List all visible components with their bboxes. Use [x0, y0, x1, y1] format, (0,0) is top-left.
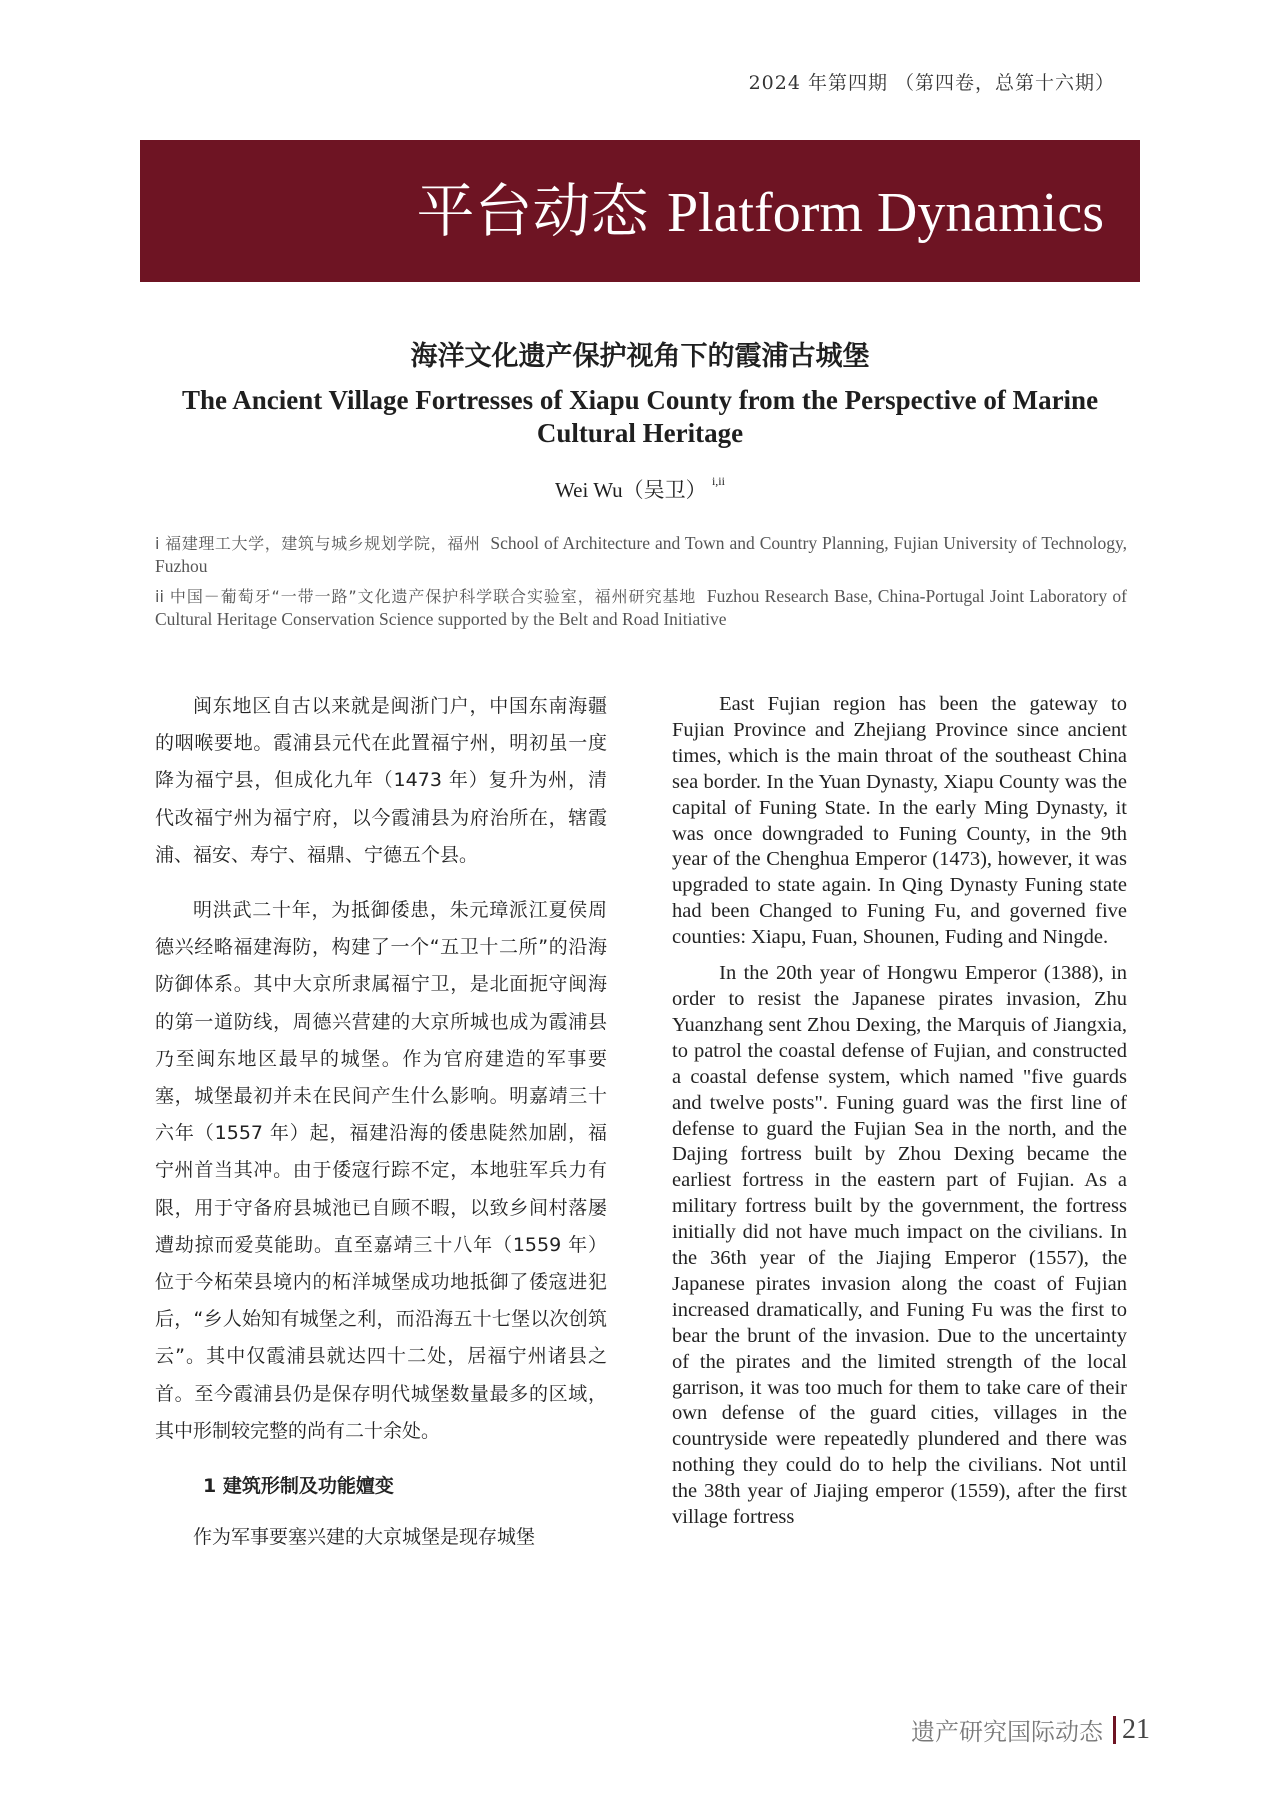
cn-paragraph-3: 作为军事要塞兴建的大京城堡是现存城堡 [193, 1526, 536, 1549]
affiliation-1 [155, 532, 1127, 577]
footer-section-name: 遗产研究国际动态 [911, 1718, 1103, 1746]
affiliation-1-en: School of Architecture and Town and Country Planning, Fujian University of Technology, Fuzhou [155, 533, 1127, 576]
affiliation-1-cn: i 福建理工大学，建筑与城乡规划学院，福州 [155, 534, 481, 553]
article-title-cn: 海洋文化遗产保护视角下的霞浦古城堡 [410, 341, 870, 372]
en-paragraph-1: East Fujian region has been the gateway to Fujian Province and Zhejiang Province since ancient times, which is the main throat of the southeast China sea border. In the Yuan Dynasty, Xiapu County was the capital of Funing State. In the early Ming Dynasty, it was once downgraded to Funing County, in the 9th year of the Chenghua Emperor (1473), however, it was upgraded to state again. In Qing Dynasty Funing state had been Changed to Funing Fu, and governed five counties: Xiapu, Fuan, Shounen, Fuding and Ningde. [672, 693, 1127, 949]
issue-header: 2024 年第四期 （第四卷，总第十六期） [748, 72, 1115, 94]
section-title [416, 176, 1105, 245]
author-name: Wei Wu（吴卫） [555, 478, 707, 502]
cn-paragraph-2: 明洪武二十年，为抵御倭患，朱元璋派江夏侯周德兴经略福建海防，构建了一个“五卫十二所”的沿海防御体系。其中大京所隶属福宁卫，是北面扼守闽海的第一道防线，周德兴营建的大京所城也成为霞浦县乃至闽东地区最早的城堡。作为官府建造的军事要塞，城堡最初并未在民间产生什么影响。明嘉靖三十六年（1557 年）起，福建沿海的倭患陡然加剧，福宁州首当其冲。由于倭寇行踪不定，本地驻军兵力有限，用于守备府县城池已自顾不暇，以致乡间村落屡遭劫掠而爱莫能助。直至嘉靖三十八年（1559 年）位于今柘荣县境内的柘洋城堡成功地抵御了倭寇进犯后，“乡人始知有城堡之利，而沿海五十七堡以次创筑云”。其中仅霞浦县就达四十二处，居福宁州诸县之首。至今霞浦县仍是保存明代城堡数量最多的区域，其中形制较完整的尚有二十余处。 [155, 899, 607, 1442]
article-title-en: The Ancient Village Fortresses of Xiapu County from the Perspective of Marine Cultural Heritage [181, 385, 1099, 448]
english-column [672, 692, 1127, 1541]
affiliation-2-en: Fuzhou Research Base, China-Portugal Joint Laboratory of Cultural Heritage Conservation Science supported by the Belt and Road Initiative [155, 586, 1128, 629]
author-line [140, 474, 1140, 504]
en-paragraph-2: In the 20th year of Hongwu Emperor (1388), in order to resist the Japanese pirates invasion, Zhu Yuanzhang sent Zhou Dexing, the Marquis of Jiangxia, to patrol the coastal defense of Fujian, and constructed a coastal defense system, which named "five guards and twelve posts". Funing guard was the first line of defense to guard the Fujian Sea in the north, and the Dajing fortress built by Zhou Dexing became the earliest fortress in the eastern part of Fujian. As a military fortress built by the government, the fortress initially did not have much impact on the civilians. In the 36th year of the Jiajing Emperor (1557), the Japanese pirates invasion along the coast of Fujian increased dramatically, and Funing Fu was the first to bear the brunt of the invasion. Due to the uncertainty of the pirates and the limited strength of the local garrison, it was too much for them to take care of their own defense of the guard cities, villages in the countryside were repeatedly plundered and there was nothing they could do to help the civilians. Not until the 38th year of Jiajing emperor (1559), after the first village fortress [672, 962, 1127, 1529]
section-title-cn: 平台动态 [416, 176, 649, 245]
chinese-column [155, 688, 607, 1574]
page-footer [911, 1712, 1150, 1747]
affiliation-2-cn: ii 中国－葡萄牙“一带一路”文化遗产保护科学联合实验室，福州研究基地 [155, 587, 697, 606]
affiliation-2 [155, 585, 1127, 630]
cn-section-heading: 1 建筑形制及功能嬗变 [203, 1475, 394, 1498]
section-title-en: Platform Dynamics [666, 181, 1104, 244]
section-banner [140, 140, 1140, 282]
cn-paragraph-1: 闽东地区自古以来就是闽浙门户，中国东南海疆的咽喉要地。霞浦县元代在此置福宁州，明初虽一度降为福宁县，但成化九年（1473 年）复升为州，清代改福宁州为福宁府，以今霞浦县为府治所在，辖霞浦、福安、寿宁、福鼎、宁德五个县。 [155, 695, 607, 866]
page-number: 21 [1122, 1713, 1150, 1745]
author-affiliation-marks: i,ii [711, 474, 725, 488]
footer-divider [1113, 1716, 1116, 1744]
